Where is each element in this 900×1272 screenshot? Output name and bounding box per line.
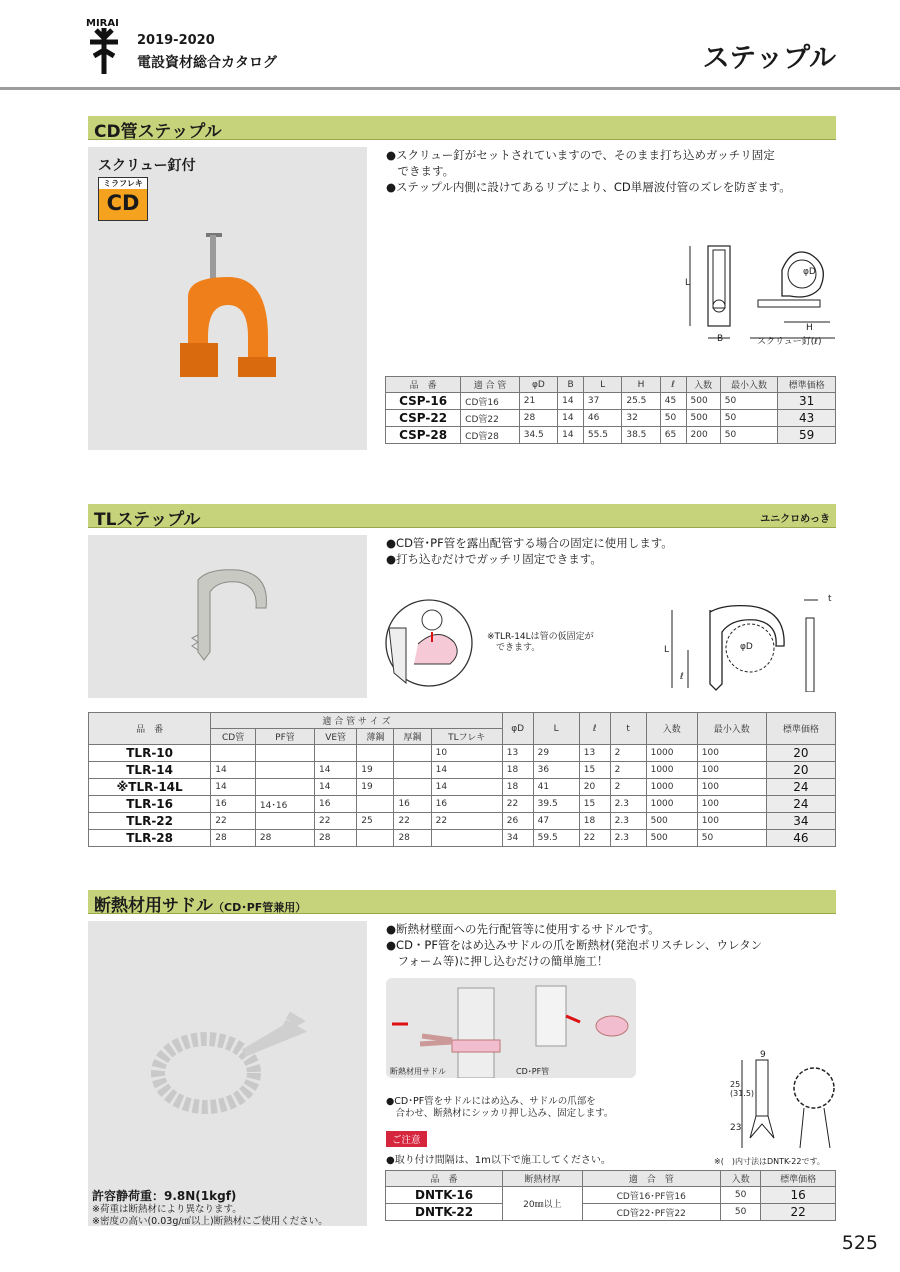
table-cell: TLR-16 [89, 796, 211, 813]
table-cell: 26 [502, 813, 533, 830]
page-number: 525 [841, 1232, 878, 1254]
column-header: L [533, 713, 579, 745]
table-cell [431, 830, 502, 847]
table-cell: 41 [533, 779, 579, 796]
csp-spec-table [385, 376, 836, 444]
table-cell: 13 [579, 745, 610, 762]
table-cell: 14 [315, 779, 357, 796]
table-cell: 28 [519, 410, 557, 427]
table-cell: 19 [357, 762, 394, 779]
table-cell: 100 [697, 813, 766, 830]
table-cell: 10 [431, 745, 502, 762]
pipe-label: CD･PF管 [516, 1067, 550, 1076]
table-cell: 20 [766, 762, 835, 779]
table-row [89, 830, 836, 847]
table-cell: 100 [697, 779, 766, 796]
table-cell: 38.5 [622, 427, 660, 444]
dim-note: ※( )内寸法はDNTK-22です。 [714, 1157, 825, 1166]
table-cell: 13 [502, 745, 533, 762]
column-header: 適 合 管 [461, 377, 520, 393]
table-cell: 14 [315, 762, 357, 779]
table-cell: 24 [766, 796, 835, 813]
table-cell: 28 [394, 830, 431, 847]
dim-B: B [717, 334, 724, 344]
dntk-bullet-2: ●CD・PF管をはめ込みサドルの爪を断熱材(発泡ポリスチレン、ウレタン フォーム等)に押し込むだけの簡単施工！ [386, 938, 763, 968]
table-cell: 46 [583, 410, 621, 427]
column-header: 標準価格 [761, 1171, 836, 1187]
catalog-name: 電設資材総合カタログ [137, 55, 277, 71]
dim-l: ℓ [680, 672, 684, 682]
table-cell: CD管16 [461, 393, 520, 410]
section-header-tlr [88, 504, 836, 528]
table-cell: 36 [533, 762, 579, 779]
table-cell: 50 [697, 830, 766, 847]
column-header: 断熱材厚 [503, 1171, 582, 1187]
table-cell: 25.5 [622, 393, 660, 410]
column-header: 入数 [720, 1171, 760, 1187]
table-cell: DNTK-22 [386, 1204, 503, 1221]
dim-phiD: φD [803, 267, 816, 277]
table-cell [255, 762, 314, 779]
table-cell: 19 [357, 779, 394, 796]
table-cell: 28 [255, 830, 314, 847]
table-cell: 34.5 [519, 427, 557, 444]
table-cell: 2.3 [610, 830, 646, 847]
table-cell: 25 [357, 813, 394, 830]
column-header: 入数 [646, 713, 697, 745]
dim-phiD: φD [740, 642, 753, 652]
table-cell: 500 [646, 830, 697, 847]
table-cell: CD管28 [461, 427, 520, 444]
table-cell [394, 779, 431, 796]
section-title: TLステップル [94, 510, 201, 530]
dntk-product-image [148, 991, 308, 1121]
table-cell: 21 [519, 393, 557, 410]
table-cell: 14 [211, 762, 256, 779]
column-header: φD [519, 377, 557, 393]
load-note-2: ※密度の高い(0.03g/㎤以上)断熱材にご使用ください。 [92, 1216, 328, 1227]
section-title: 断熱材用サドル（CD･PF管兼用） [94, 896, 307, 916]
table-cell: 45 [660, 393, 686, 410]
column-header: ℓ [579, 713, 610, 745]
tlr-mounting-illustration [384, 598, 474, 688]
tlr-product-image [178, 560, 278, 680]
page-header [0, 0, 900, 90]
table-cell: 2 [610, 745, 646, 762]
table-cell: 14 [558, 410, 584, 427]
column-header: 最小入数 [720, 377, 778, 393]
table-cell: 22 [761, 1204, 836, 1221]
table-cell: 20㎜以上 [503, 1187, 582, 1221]
tlr-bullet-2: ●打ち込むだけでガッチリ固定できます。 [386, 552, 602, 566]
table-cell: 2 [610, 762, 646, 779]
table-cell: 28 [211, 830, 256, 847]
tlr-bullet-1: ●CD管･PF管を露出配管する場合の固定に使用します。 [386, 536, 673, 550]
column-header: 標準価格 [766, 713, 835, 745]
table-cell: 24 [766, 779, 835, 796]
table-cell: 46 [766, 830, 835, 847]
dntk-spec-table [385, 1170, 836, 1221]
table-cell: 14 [431, 779, 502, 796]
table-row [89, 813, 836, 830]
mira-flexi-cd-badge: ミラフレキ CD [98, 177, 148, 221]
table-cell: 50 [720, 1187, 760, 1204]
screw-label: スクリュー釘付 [98, 158, 196, 174]
column-header: 品 番 [386, 377, 461, 393]
table-cell: 34 [766, 813, 835, 830]
plating-note: ユニクロめっき [760, 514, 830, 525]
table-cell: 100 [697, 796, 766, 813]
table-row [386, 410, 836, 427]
table-cell: 50 [720, 427, 778, 444]
column-header: H [622, 377, 660, 393]
table-cell [315, 745, 357, 762]
dim-height-lower: 23 [730, 1123, 742, 1133]
table-cell: 22 [315, 813, 357, 830]
table-cell: 15 [579, 796, 610, 813]
table-cell: 65 [660, 427, 686, 444]
table-cell: 29 [533, 745, 579, 762]
table-cell: TLR-22 [89, 813, 211, 830]
table-cell: 2 [610, 779, 646, 796]
catalog-year: 2019-2020 [137, 33, 215, 48]
table-cell: 22 [502, 796, 533, 813]
column-header: 品 番 [386, 1171, 503, 1187]
tlr-14l-note: ※TLR-14Lは管の仮固定が できます。 [487, 632, 594, 653]
dntk-dimension-drawing [720, 1048, 840, 1158]
table-cell: 32 [622, 410, 660, 427]
table-row [89, 762, 836, 779]
dim-screw: スクリュー釘(ℓ) [757, 337, 822, 347]
table-cell: TLR-28 [89, 830, 211, 847]
column-header: 標準価格 [778, 377, 836, 393]
table-cell: 31 [778, 393, 836, 410]
table-cell [255, 745, 314, 762]
table-cell: 18 [502, 762, 533, 779]
table-cell [394, 745, 431, 762]
table-row [386, 1204, 836, 1221]
table-cell: 500 [686, 393, 720, 410]
column-header: 入数 [686, 377, 720, 393]
table-cell: 20 [579, 779, 610, 796]
table-cell: 2.3 [610, 796, 646, 813]
column-header: VE管 [315, 729, 357, 745]
table-cell: 34 [502, 830, 533, 847]
dntk-photo-panel [88, 921, 367, 1226]
install-note: ●CD･PF管をサドルにはめ込み、サドルの爪部を 合わせ、断熱材にシッカリ押し込み、固定します。 [386, 1096, 614, 1119]
table-cell: 22 [431, 813, 502, 830]
table-cell: 2.3 [610, 813, 646, 830]
dim-width: 9 [760, 1050, 766, 1060]
csp-bullet-2: ●ステップル内側に設けてあるリブにより、CD単層波付管のズレを防ぎます。 [386, 180, 791, 194]
table-row [89, 796, 836, 813]
table-cell: 18 [579, 813, 610, 830]
table-cell: CSP-28 [386, 427, 461, 444]
table-cell: CSP-22 [386, 410, 461, 427]
table-cell: 500 [686, 410, 720, 427]
table-cell [211, 745, 256, 762]
table-cell: 28 [315, 830, 357, 847]
table-cell: 43 [778, 410, 836, 427]
table-cell: 18 [502, 779, 533, 796]
table-cell: 39.5 [533, 796, 579, 813]
table-cell: 14 [431, 762, 502, 779]
table-row [89, 779, 836, 796]
table-cell: 37 [583, 393, 621, 410]
section-title: CD管ステップル [94, 122, 222, 142]
load-title: 許容静荷重：9.8N(1kgf) [92, 1189, 237, 1203]
table-cell: 22 [211, 813, 256, 830]
table-cell: DNTK-16 [386, 1187, 503, 1204]
table-cell: 1000 [646, 796, 697, 813]
table-cell: 22 [394, 813, 431, 830]
table-cell [255, 813, 314, 830]
section-header-dntk [88, 890, 836, 914]
table-cell [394, 762, 431, 779]
table-cell: ※TLR-14L [89, 779, 211, 796]
table-cell: 50 [720, 410, 778, 427]
table-cell: 14 [558, 427, 584, 444]
table-cell: 1000 [646, 745, 697, 762]
table-cell: 20 [766, 745, 835, 762]
column-header: B [558, 377, 584, 393]
table-cell: CD管16･PF管16 [582, 1187, 720, 1204]
table-cell: 16 [394, 796, 431, 813]
table-cell: 200 [686, 427, 720, 444]
dim-L: L [685, 278, 691, 288]
table-cell: 100 [697, 745, 766, 762]
column-header: t [610, 713, 646, 745]
installation-illustration [386, 978, 636, 1078]
table-cell [255, 779, 314, 796]
tlr-spec-table [88, 712, 836, 847]
dim-H: H [806, 323, 813, 333]
section-subtitle: （CD･PF管兼用） [213, 901, 307, 914]
table-row [386, 427, 836, 444]
table-cell: 50 [720, 1204, 760, 1221]
table-cell: 15 [579, 762, 610, 779]
caution-badge: ご注意 [386, 1131, 427, 1147]
table-cell: CD管22 [461, 410, 520, 427]
column-header: 薄鋼 [357, 729, 394, 745]
table-cell: CSP-16 [386, 393, 461, 410]
table-cell: 59 [778, 427, 836, 444]
table-cell: 14 [558, 393, 584, 410]
table-cell: 50 [660, 410, 686, 427]
table-cell: 100 [697, 762, 766, 779]
saddle-label: 断熱材用サドル [390, 1067, 446, 1076]
table-row [386, 1187, 836, 1204]
page-title: ステップル [702, 43, 836, 74]
table-row [89, 745, 836, 762]
column-header: TLフレキ [431, 729, 502, 745]
dim-t: t [828, 594, 832, 604]
table-cell: 50 [720, 393, 778, 410]
table-cell [357, 745, 394, 762]
column-header: CD管 [211, 729, 256, 745]
column-header: φD [502, 713, 533, 745]
csp-bullet-1: ●スクリュー釘がセットされていますので、そのまま打ち込めガッチリ固定 できます。 [386, 148, 775, 178]
section-header-csp [88, 116, 836, 140]
caution-text: ●取り付け間隔は、1m以下で施工してください。 [386, 1155, 611, 1166]
table-cell: 16 [211, 796, 256, 813]
table-cell: 59.5 [533, 830, 579, 847]
table-cell: 1000 [646, 762, 697, 779]
table-cell: 1000 [646, 779, 697, 796]
dim-height-upper: 25 (31.5) [730, 1080, 755, 1098]
csp-product-image [168, 227, 298, 427]
table-cell: 16 [761, 1187, 836, 1204]
column-header: 品 番 [89, 713, 211, 745]
table-cell: 14 [211, 779, 256, 796]
tlr-photo-panel [88, 535, 367, 698]
column-header: 厚鋼 [394, 729, 431, 745]
table-row [386, 393, 836, 410]
load-note-1: ※荷重は断熱材により異なります。 [92, 1204, 242, 1215]
column-header: ℓ [660, 377, 686, 393]
column-header: 適 合 管 サ イ ズ [211, 713, 502, 729]
table-cell: 47 [533, 813, 579, 830]
table-cell: 55.5 [583, 427, 621, 444]
table-cell: 16 [315, 796, 357, 813]
table-cell: CD管22･PF管22 [582, 1204, 720, 1221]
table-cell: TLR-14 [89, 762, 211, 779]
dim-L: L [664, 645, 670, 655]
dntk-bullet-1: ●断熱材壁面への先行配管等に使用するサドルです。 [386, 922, 660, 936]
table-cell [357, 796, 394, 813]
column-header: L [583, 377, 621, 393]
table-cell [357, 830, 394, 847]
csp-photo-panel [88, 147, 367, 450]
column-header: 適 合 管 [582, 1171, 720, 1187]
svg-text:MIRAI: MIRAI [86, 18, 119, 29]
table-cell: 16 [431, 796, 502, 813]
mirai-logo [84, 16, 124, 76]
table-cell: 22 [579, 830, 610, 847]
column-header: PF管 [255, 729, 314, 745]
table-cell: 14･16 [255, 796, 314, 813]
table-cell: 500 [646, 813, 697, 830]
column-header: 最小入数 [697, 713, 766, 745]
table-cell: TLR-10 [89, 745, 211, 762]
